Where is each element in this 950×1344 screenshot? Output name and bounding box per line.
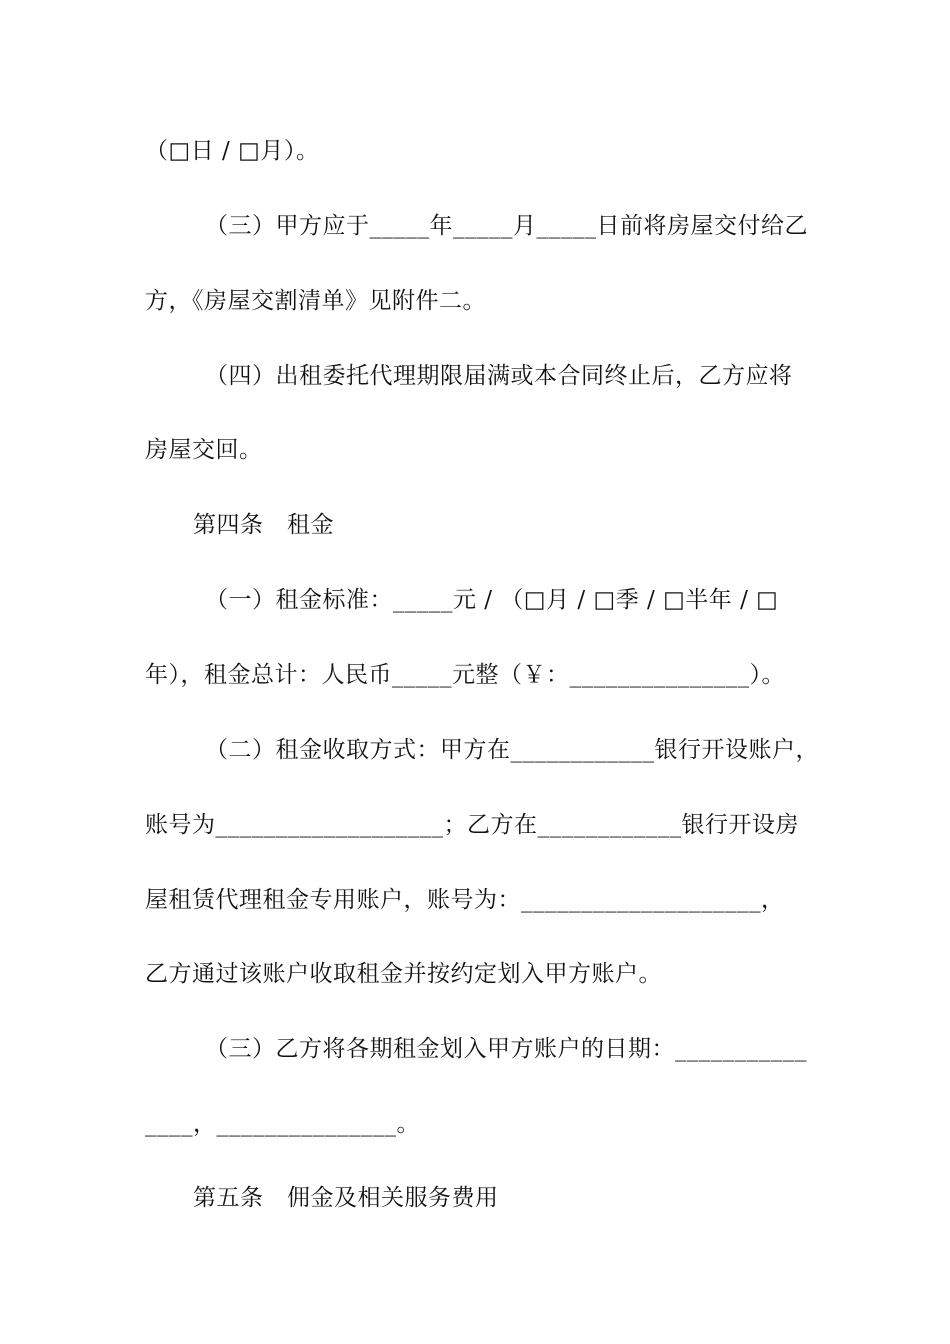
- article-4-heading: 第四条 租金: [193, 512, 334, 538]
- text-line-10: 账号为___________________；乙方在____________银行开设房: [145, 812, 799, 838]
- text-line-2: （三）甲方应于_____年_____月_____日前将房屋交付给乙: [205, 213, 808, 239]
- text-line-5: 房屋交回。: [145, 437, 263, 463]
- text-line-3: 方，《房屋交割清单》见附件二。: [145, 288, 486, 314]
- text-line-7: （一）租金标准：_____元 / （□月 / □季 / □半年 / □: [205, 587, 779, 613]
- text-line-1: （□日 / □月）。: [145, 138, 320, 164]
- text-line-13: （三）乙方将各期租金划入甲方账户的日期：___________: [205, 1036, 807, 1062]
- article-5-heading: 第五条 佣金及相关服务费用: [193, 1185, 499, 1211]
- text-line-11: 屋租赁代理租金专用账户，账号为：____________________，: [145, 887, 785, 913]
- text-line-12: 乙方通过该账户收取租金并按约定划入甲方账户。: [145, 961, 662, 987]
- text-line-4: （四）出租委托代理期限届满或本合同终止后，乙方应将: [205, 363, 793, 389]
- text-line-8: 年），租金总计：人民币_____元整（￥：_______________）。: [145, 662, 785, 688]
- text-line-14: ____，_______________。: [145, 1111, 420, 1137]
- text-line-9: （二）租金收取方式：甲方在____________银行开设账户，: [205, 737, 819, 763]
